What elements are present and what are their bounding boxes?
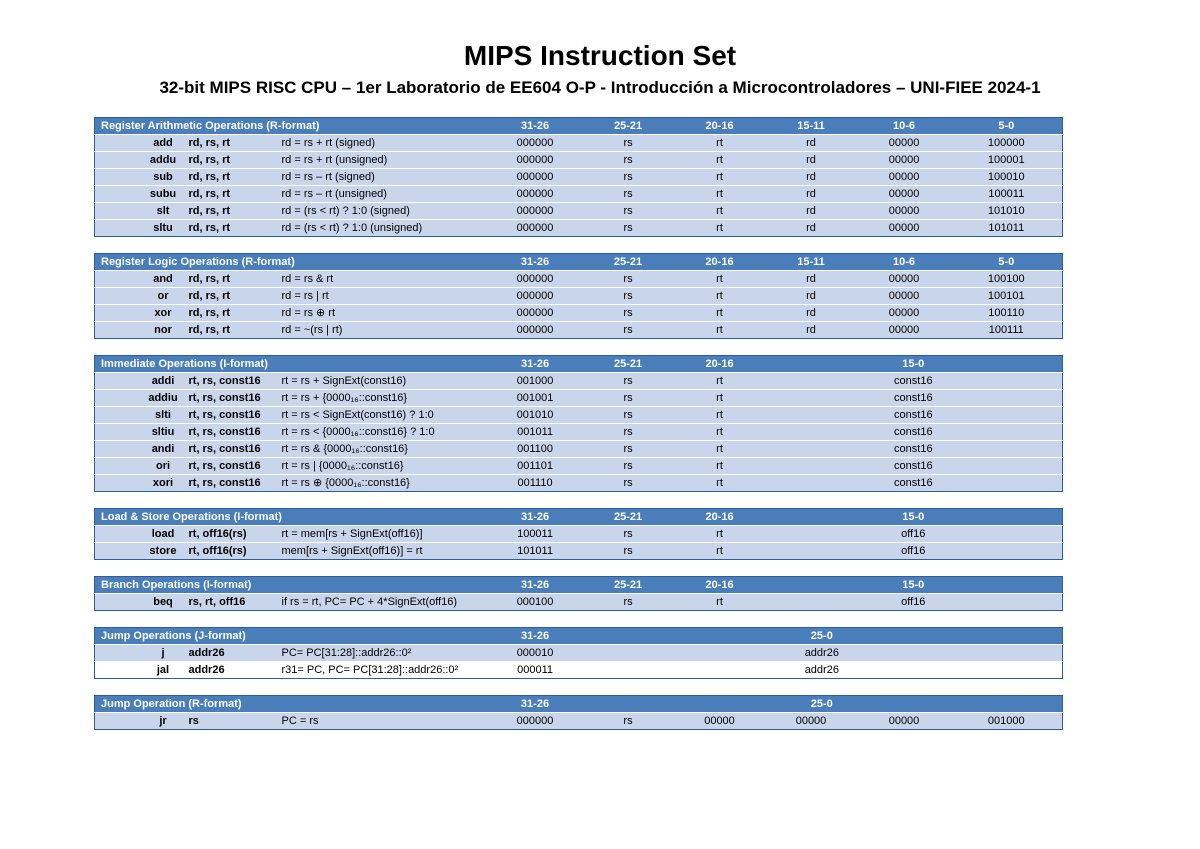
encoding-field: 101011 bbox=[489, 543, 582, 560]
encoding-field: rs bbox=[582, 288, 675, 305]
encoding-field: rs bbox=[582, 526, 675, 543]
encoding-field: rd bbox=[765, 305, 858, 322]
instruction-section bbox=[94, 627, 1063, 679]
instruction-section bbox=[94, 576, 1063, 611]
row-spacer bbox=[95, 713, 140, 730]
row-spacer bbox=[95, 152, 140, 169]
instruction-operands: rt, rs, const16 bbox=[187, 373, 280, 390]
row-spacer bbox=[95, 458, 140, 475]
instruction-mnemonic: xor bbox=[140, 305, 187, 322]
instruction-description: rt = rs + {0000₁₆::const16} bbox=[280, 390, 489, 407]
encoding-field: 00000 bbox=[858, 713, 951, 730]
instruction-operands: rt, rs, const16 bbox=[187, 390, 280, 407]
instruction-mnemonic: nor bbox=[140, 322, 187, 339]
bit-range-header: 25-0 bbox=[582, 696, 1063, 713]
bit-range-header: 25-21 bbox=[582, 509, 675, 526]
instruction-operands: rd, rs, rt bbox=[187, 135, 280, 152]
instruction-mnemonic: jal bbox=[140, 662, 187, 679]
instruction-row bbox=[95, 288, 1063, 305]
encoding-field: 001011 bbox=[489, 424, 582, 441]
instruction-description: rd = rs | rt bbox=[280, 288, 489, 305]
instruction-mnemonic: addu bbox=[140, 152, 187, 169]
instruction-operands: rd, rs, rt bbox=[187, 288, 280, 305]
encoding-field: 00000 bbox=[675, 713, 765, 730]
instruction-description: rt = rs & {0000₁₆::const16} bbox=[280, 441, 489, 458]
instruction-row bbox=[95, 135, 1063, 152]
page-subtitle: 32-bit MIPS RISC CPU – 1er Laboratorio de EE604 O-P - Introducción a Microcontroladores – UNI-FIEE 2024-1 bbox=[159, 78, 1041, 97]
instruction-description: rt = rs < SignExt(const16) ? 1:0 bbox=[280, 407, 489, 424]
encoding-field: rs bbox=[582, 424, 675, 441]
instruction-operands: rt, off16(rs) bbox=[187, 526, 280, 543]
encoding-field: rt bbox=[675, 169, 765, 186]
instruction-description: rt = rs | {0000₁₆::const16} bbox=[280, 458, 489, 475]
encoding-field: rt bbox=[675, 475, 765, 492]
encoding-field: rs bbox=[582, 169, 675, 186]
encoding-field: const16 bbox=[765, 458, 1063, 475]
instruction-row bbox=[95, 305, 1063, 322]
bit-range-header: 31-26 bbox=[489, 577, 582, 594]
encoding-field: const16 bbox=[765, 424, 1063, 441]
encoding-field: rs bbox=[582, 271, 675, 288]
encoding-field: rs bbox=[582, 390, 675, 407]
encoding-field: rs bbox=[582, 220, 675, 237]
bit-range-header: 20-16 bbox=[675, 118, 765, 135]
encoding-field: rt bbox=[675, 373, 765, 390]
instruction-description: rd = (rs < rt) ? 1:0 (unsigned) bbox=[280, 220, 489, 237]
encoding-field: rt bbox=[675, 407, 765, 424]
instruction-row bbox=[95, 526, 1063, 543]
bit-range-header: 25-0 bbox=[582, 628, 1063, 645]
encoding-field: 00000 bbox=[858, 186, 951, 203]
instruction-mnemonic: add bbox=[140, 135, 187, 152]
instruction-operands: rt, rs, const16 bbox=[187, 458, 280, 475]
encoding-field: 00000 bbox=[858, 322, 951, 339]
instruction-section bbox=[94, 117, 1063, 237]
row-spacer bbox=[95, 424, 140, 441]
encoding-field: 001001 bbox=[489, 390, 582, 407]
instruction-row bbox=[95, 645, 1063, 662]
row-spacer bbox=[95, 220, 140, 237]
instruction-operands: rd, rs, rt bbox=[187, 305, 280, 322]
encoding-field: 00000 bbox=[858, 152, 951, 169]
encoding-field: 00000 bbox=[858, 271, 951, 288]
instruction-description: rd = ~(rs | rt) bbox=[280, 322, 489, 339]
row-spacer bbox=[95, 441, 140, 458]
bit-range-header: 31-26 bbox=[489, 696, 582, 713]
encoding-field: rd bbox=[765, 135, 858, 152]
encoding-field: 100111 bbox=[951, 322, 1063, 339]
encoding-field: 101010 bbox=[951, 203, 1063, 220]
instruction-mnemonic: slt bbox=[140, 203, 187, 220]
encoding-field: rt bbox=[675, 271, 765, 288]
instruction-operands: rt, rs, const16 bbox=[187, 424, 280, 441]
section-title: Register Logic Operations (R-format) bbox=[95, 254, 489, 271]
bit-range-header: 15-0 bbox=[765, 577, 1063, 594]
instruction-operands: addr26 bbox=[187, 662, 280, 679]
bit-range-header: 31-26 bbox=[489, 628, 582, 645]
instruction-operands: rd, rs, rt bbox=[187, 186, 280, 203]
encoding-field: rd bbox=[765, 322, 858, 339]
encoding-field: rt bbox=[675, 526, 765, 543]
encoding-field: rt bbox=[675, 424, 765, 441]
instruction-description: rd = rs + rt (unsigned) bbox=[280, 152, 489, 169]
instruction-row bbox=[95, 458, 1063, 475]
encoding-field: 100011 bbox=[489, 526, 582, 543]
encoding-field: rs bbox=[582, 322, 675, 339]
encoding-field: 00000 bbox=[765, 713, 858, 730]
encoding-field: rt bbox=[675, 152, 765, 169]
instruction-mnemonic: sub bbox=[140, 169, 187, 186]
row-spacer bbox=[95, 543, 140, 560]
encoding-field: rd bbox=[765, 152, 858, 169]
instruction-row bbox=[95, 322, 1063, 339]
encoding-field: 000000 bbox=[489, 288, 582, 305]
encoding-field: off16 bbox=[765, 543, 1063, 560]
row-spacer bbox=[95, 288, 140, 305]
encoding-field: 100011 bbox=[951, 186, 1063, 203]
instruction-mnemonic: and bbox=[140, 271, 187, 288]
encoding-field: 001000 bbox=[951, 713, 1063, 730]
instruction-description: rd = rs & rt bbox=[280, 271, 489, 288]
instruction-section bbox=[94, 508, 1063, 560]
encoding-field: rs bbox=[582, 407, 675, 424]
bit-range-header: 25-21 bbox=[582, 356, 675, 373]
row-spacer bbox=[95, 662, 140, 679]
encoding-field: rs bbox=[582, 713, 675, 730]
instruction-description: rd = (rs < rt) ? 1:0 (signed) bbox=[280, 203, 489, 220]
encoding-field: rt bbox=[675, 458, 765, 475]
section-header bbox=[95, 628, 1063, 645]
instruction-mnemonic: addiu bbox=[140, 390, 187, 407]
instruction-row bbox=[95, 203, 1063, 220]
instruction-description: rd = rs – rt (unsigned) bbox=[280, 186, 489, 203]
bit-range-header: 10-6 bbox=[858, 118, 951, 135]
instruction-row bbox=[95, 662, 1063, 679]
instruction-description: rt = mem[rs + SignExt(off16)] bbox=[280, 526, 489, 543]
instruction-mnemonic: sltiu bbox=[140, 424, 187, 441]
encoding-field: rs bbox=[582, 305, 675, 322]
encoding-field: 00000 bbox=[858, 220, 951, 237]
row-spacer bbox=[95, 373, 140, 390]
encoding-field: 100110 bbox=[951, 305, 1063, 322]
section-header bbox=[95, 118, 1063, 135]
bit-range-header: 20-16 bbox=[675, 577, 765, 594]
row-spacer bbox=[95, 186, 140, 203]
encoding-field: rs bbox=[582, 441, 675, 458]
instruction-description: PC = rs bbox=[280, 713, 489, 730]
bit-range-header: 5-0 bbox=[951, 118, 1063, 135]
encoding-field: 000000 bbox=[489, 203, 582, 220]
encoding-field: rs bbox=[582, 152, 675, 169]
encoding-field: 000000 bbox=[489, 271, 582, 288]
encoding-field: rd bbox=[765, 186, 858, 203]
encoding-field: 100101 bbox=[951, 288, 1063, 305]
bit-range-header: 15-0 bbox=[765, 509, 1063, 526]
row-spacer bbox=[95, 594, 140, 611]
row-spacer bbox=[95, 475, 140, 492]
instruction-description: r31= PC, PC= PC[31:28]::addr26::0² bbox=[280, 662, 489, 679]
instruction-section bbox=[94, 253, 1063, 339]
instruction-description: rd = rs – rt (signed) bbox=[280, 169, 489, 186]
encoding-field: 000000 bbox=[489, 135, 582, 152]
section-title: Load & Store Operations (I-format) bbox=[95, 509, 489, 526]
instruction-description: if rs = rt, PC= PC + 4*SignExt(off16) bbox=[280, 594, 489, 611]
encoding-field: rs bbox=[582, 135, 675, 152]
encoding-field: rt bbox=[675, 305, 765, 322]
instruction-section bbox=[94, 355, 1063, 492]
section-header bbox=[95, 356, 1063, 373]
bit-range-header: 25-21 bbox=[582, 118, 675, 135]
instruction-operands: rd, rs, rt bbox=[187, 322, 280, 339]
instruction-mnemonic: or bbox=[140, 288, 187, 305]
encoding-field: const16 bbox=[765, 407, 1063, 424]
encoding-field: 00000 bbox=[858, 203, 951, 220]
instruction-operands: rd, rs, rt bbox=[187, 220, 280, 237]
instruction-operands: rt, off16(rs) bbox=[187, 543, 280, 560]
encoding-field: rt bbox=[675, 135, 765, 152]
row-spacer bbox=[95, 407, 140, 424]
encoding-field: 001010 bbox=[489, 407, 582, 424]
encoding-field: 000010 bbox=[489, 645, 582, 662]
encoding-field: 000000 bbox=[489, 220, 582, 237]
instruction-operands: rd, rs, rt bbox=[187, 169, 280, 186]
encoding-field: rt bbox=[675, 288, 765, 305]
encoding-field: rs bbox=[582, 594, 675, 611]
encoding-field: 00000 bbox=[858, 135, 951, 152]
instruction-row bbox=[95, 441, 1063, 458]
encoding-field: 100100 bbox=[951, 271, 1063, 288]
instruction-row bbox=[95, 407, 1063, 424]
bit-range-header: 15-11 bbox=[765, 118, 858, 135]
encoding-field: 00000 bbox=[858, 288, 951, 305]
instruction-row bbox=[95, 390, 1063, 407]
section-title: Jump Operations (J-format) bbox=[95, 628, 489, 645]
instruction-description: rd = rs + rt (signed) bbox=[280, 135, 489, 152]
instruction-row bbox=[95, 186, 1063, 203]
encoding-field: rd bbox=[765, 169, 858, 186]
section-header bbox=[95, 577, 1063, 594]
instruction-operands: rt, rs, const16 bbox=[187, 407, 280, 424]
encoding-field: 000000 bbox=[489, 152, 582, 169]
encoding-field: 000000 bbox=[489, 713, 582, 730]
encoding-field: 101011 bbox=[951, 220, 1063, 237]
encoding-field: 001110 bbox=[489, 475, 582, 492]
bit-range-header: 15-0 bbox=[765, 356, 1063, 373]
encoding-field: off16 bbox=[765, 526, 1063, 543]
encoding-field: rt bbox=[675, 390, 765, 407]
instruction-tables bbox=[94, 117, 1062, 746]
encoding-field: 000100 bbox=[489, 594, 582, 611]
instruction-operands: rs, rt, off16 bbox=[187, 594, 280, 611]
bit-range-header: 31-26 bbox=[489, 509, 582, 526]
instruction-mnemonic: subu bbox=[140, 186, 187, 203]
row-spacer bbox=[95, 645, 140, 662]
encoding-field: rs bbox=[582, 543, 675, 560]
instruction-mnemonic: ori bbox=[140, 458, 187, 475]
bit-range-header: 20-16 bbox=[675, 509, 765, 526]
row-spacer bbox=[95, 526, 140, 543]
instruction-section bbox=[94, 695, 1063, 730]
encoding-field: const16 bbox=[765, 441, 1063, 458]
bit-range-header: 31-26 bbox=[489, 356, 582, 373]
instruction-operands: rs bbox=[187, 713, 280, 730]
encoding-field: const16 bbox=[765, 475, 1063, 492]
row-spacer bbox=[95, 135, 140, 152]
row-spacer bbox=[95, 305, 140, 322]
encoding-field: rt bbox=[675, 203, 765, 220]
instruction-row bbox=[95, 152, 1063, 169]
encoding-field: rs bbox=[582, 186, 675, 203]
encoding-field: 000000 bbox=[489, 186, 582, 203]
bit-range-header: 20-16 bbox=[675, 356, 765, 373]
encoding-field: 100001 bbox=[951, 152, 1063, 169]
encoding-field: rt bbox=[675, 441, 765, 458]
instruction-row bbox=[95, 543, 1063, 560]
encoding-field: rd bbox=[765, 271, 858, 288]
bit-range-header: 5-0 bbox=[951, 254, 1063, 271]
instruction-description: rt = rs ⊕ {0000₁₆::const16} bbox=[280, 475, 489, 492]
encoding-field: rd bbox=[765, 220, 858, 237]
encoding-field: 001000 bbox=[489, 373, 582, 390]
section-header bbox=[95, 696, 1063, 713]
encoding-field: rs bbox=[582, 458, 675, 475]
instruction-description: rt = rs < {0000₁₆::const16} ? 1:0 bbox=[280, 424, 489, 441]
bit-range-header: 25-21 bbox=[582, 577, 675, 594]
instruction-mnemonic: andi bbox=[140, 441, 187, 458]
encoding-field: off16 bbox=[765, 594, 1063, 611]
bit-range-header: 25-21 bbox=[582, 254, 675, 271]
encoding-field: addr26 bbox=[582, 662, 1063, 679]
encoding-field: 001100 bbox=[489, 441, 582, 458]
instruction-row bbox=[95, 373, 1063, 390]
encoding-field: 00000 bbox=[858, 305, 951, 322]
encoding-field: 001101 bbox=[489, 458, 582, 475]
instruction-mnemonic: jr bbox=[140, 713, 187, 730]
section-title: Jump Operation (R-format) bbox=[95, 696, 489, 713]
section-title: Branch Operations (I-format) bbox=[95, 577, 489, 594]
encoding-field: rs bbox=[582, 475, 675, 492]
encoding-field: rs bbox=[582, 373, 675, 390]
row-spacer bbox=[95, 271, 140, 288]
instruction-mnemonic: addi bbox=[140, 373, 187, 390]
instruction-row bbox=[95, 220, 1063, 237]
section-title: Immediate Operations (I-format) bbox=[95, 356, 489, 373]
encoding-field: rt bbox=[675, 322, 765, 339]
encoding-field: addr26 bbox=[582, 645, 1063, 662]
encoding-field: rt bbox=[675, 186, 765, 203]
instruction-mnemonic: j bbox=[140, 645, 187, 662]
encoding-field: 000000 bbox=[489, 169, 582, 186]
encoding-field: rt bbox=[675, 594, 765, 611]
row-spacer bbox=[95, 169, 140, 186]
section-header bbox=[95, 254, 1063, 271]
bit-range-header: 31-26 bbox=[489, 118, 582, 135]
encoding-field: 000000 bbox=[489, 305, 582, 322]
instruction-row bbox=[95, 594, 1063, 611]
instruction-operands: addr26 bbox=[187, 645, 280, 662]
encoding-field: rt bbox=[675, 220, 765, 237]
bit-range-header: 31-26 bbox=[489, 254, 582, 271]
instruction-description: mem[rs + SignExt(off16)] = rt bbox=[280, 543, 489, 560]
instruction-operands: rd, rs, rt bbox=[187, 203, 280, 220]
encoding-field: 100010 bbox=[951, 169, 1063, 186]
encoding-field: 000011 bbox=[489, 662, 582, 679]
encoding-field: 000000 bbox=[489, 322, 582, 339]
instruction-description: rd = rs ⊕ rt bbox=[280, 305, 489, 322]
instruction-mnemonic: slti bbox=[140, 407, 187, 424]
instruction-description: PC= PC[31:28]::addr26::0² bbox=[280, 645, 489, 662]
row-spacer bbox=[95, 390, 140, 407]
section-header bbox=[95, 509, 1063, 526]
instruction-operands: rd, rs, rt bbox=[187, 152, 280, 169]
instruction-row bbox=[95, 424, 1063, 441]
instruction-row bbox=[95, 713, 1063, 730]
instruction-row bbox=[95, 169, 1063, 186]
instruction-mnemonic: load bbox=[140, 526, 187, 543]
encoding-field: const16 bbox=[765, 390, 1063, 407]
instruction-mnemonic: store bbox=[140, 543, 187, 560]
instruction-row bbox=[95, 475, 1063, 492]
page-title: MIPS Instruction Set bbox=[463, 40, 737, 71]
encoding-field: rt bbox=[675, 543, 765, 560]
encoding-field: const16 bbox=[765, 373, 1063, 390]
instruction-operands: rt, rs, const16 bbox=[187, 475, 280, 492]
instruction-operands: rt, rs, const16 bbox=[187, 441, 280, 458]
bit-range-header: 15-11 bbox=[765, 254, 858, 271]
section-title: Register Arithmetic Operations (R-format) bbox=[95, 118, 489, 135]
instruction-mnemonic: sltu bbox=[140, 220, 187, 237]
encoding-field: rd bbox=[765, 288, 858, 305]
bit-range-header: 10-6 bbox=[858, 254, 951, 271]
encoding-field: rd bbox=[765, 203, 858, 220]
encoding-field: rs bbox=[582, 203, 675, 220]
instruction-mnemonic: beq bbox=[140, 594, 187, 611]
bit-range-header: 20-16 bbox=[675, 254, 765, 271]
encoding-field: 100000 bbox=[951, 135, 1063, 152]
encoding-field: 00000 bbox=[858, 169, 951, 186]
instruction-row bbox=[95, 271, 1063, 288]
row-spacer bbox=[95, 322, 140, 339]
row-spacer bbox=[95, 203, 140, 220]
instruction-mnemonic: xori bbox=[140, 475, 187, 492]
instruction-description: rt = rs + SignExt(const16) bbox=[280, 373, 489, 390]
instruction-operands: rd, rs, rt bbox=[187, 271, 280, 288]
